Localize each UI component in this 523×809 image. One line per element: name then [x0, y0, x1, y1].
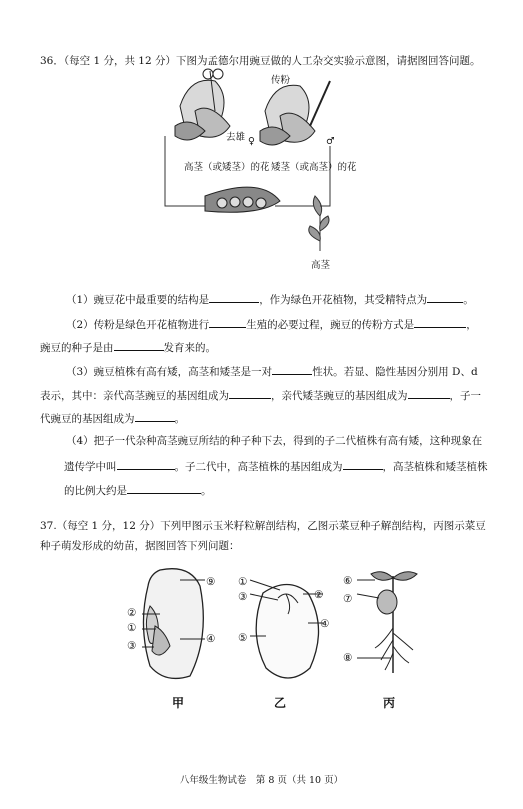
- male-symbol: ♂: [326, 136, 335, 147]
- q36-1-text-b: ，作为绿色开花植物，其受精特点为: [259, 294, 428, 306]
- blank[interactable]: [209, 316, 246, 328]
- q36-2-text-c: ，: [466, 319, 477, 331]
- label-5-yi: ⑤: [238, 632, 248, 644]
- q36-item-2: [66, 316, 477, 332]
- blank[interactable]: [343, 458, 383, 470]
- label-1-yi: ①: [238, 576, 248, 588]
- caption-yi: 乙: [274, 696, 287, 710]
- label-3-yi: ③: [238, 591, 248, 603]
- pollination-label: 传粉: [271, 75, 291, 86]
- q36-4-text-c: 。子二代中，高茎植株的基因组成为: [174, 461, 343, 473]
- left-flower-label: 高茎（或矮茎）的花: [184, 162, 270, 173]
- q36-item-4-cont: [64, 458, 488, 474]
- caption-bing: 丙: [383, 696, 396, 710]
- label-2-yi: ②: [314, 589, 324, 601]
- plant-label: 高茎: [311, 260, 331, 271]
- q36-2-text-b: 生殖的必要过程，豌豆的传粉方式是: [246, 319, 415, 331]
- q37-header: 37.（每空 1 分，12 分）下列甲图示玉米籽粒解剖结构，乙图示菜豆种子解剖结构，丙图示菜豆: [40, 520, 486, 532]
- q36-4-text-d: ，高茎植株和矮茎植株: [382, 461, 488, 473]
- q36-item-2-cont: [40, 339, 216, 355]
- blank[interactable]: [135, 410, 175, 422]
- blank[interactable]: [414, 316, 466, 328]
- right-flower-label: 矮茎（或高茎）的花: [271, 162, 357, 173]
- page-footer: 八年级生物试卷 第 8 页（共 10 页）: [179, 775, 344, 786]
- pea-pod-illustration: [205, 187, 280, 212]
- label-6-bing: ⑥: [343, 575, 353, 587]
- q36-header: 36．（每空 1 分，共 12 分）下图为孟德尔用豌豆做的人工杂交实验示意图，请据图回答问题。: [40, 55, 481, 67]
- right-flower-illustration: [260, 81, 330, 145]
- label-1-jia: ①: [127, 622, 137, 634]
- label-2-jia: ②: [127, 607, 137, 619]
- q36-item-4: （4）把子一代杂种高茎豌豆所结的种子种下去，得到的子二代植株有高有矮，这种现象在: [66, 435, 483, 447]
- q36-item-4-cont2: [64, 482, 212, 498]
- label-9-jia: ⑨: [206, 576, 216, 588]
- blank[interactable]: [427, 291, 463, 303]
- blank[interactable]: [272, 363, 312, 375]
- tall-plant-illustration: [309, 196, 329, 251]
- q37-header-2: 种子萌发形成的幼苗，据图回答下列问题：: [40, 540, 240, 552]
- q36-2-text-e: 发育来的。: [163, 342, 216, 354]
- q36-3-text-d: ，亲代矮茎豌豆的基因组成为: [271, 390, 408, 402]
- q36-3-text: （3）豌豆植株有高有矮，高茎和矮茎是一对: [66, 366, 273, 378]
- blank[interactable]: [114, 339, 164, 351]
- q36-1-text: （1）豌豆花中最重要的结构是: [66, 294, 210, 306]
- caption-jia: 甲: [172, 696, 185, 710]
- blank[interactable]: [117, 458, 175, 470]
- q36-3-text-e: ，子一: [449, 390, 481, 402]
- label-4-jia: ④: [206, 633, 216, 645]
- q36-item-1: [66, 291, 474, 307]
- blank[interactable]: [127, 482, 201, 494]
- blank[interactable]: [229, 387, 271, 399]
- q36-3-text-f: 代豌豆的基因组成为: [40, 413, 135, 425]
- q36-item-3-cont: [40, 387, 481, 403]
- q36-4-text-e: 的比例大约是: [64, 485, 127, 497]
- q36-1-text-c: 。: [463, 294, 474, 306]
- label-3-jia: ③: [127, 640, 137, 652]
- q36-3-text-g: 。: [174, 413, 185, 425]
- label-7-bing: ⑦: [343, 593, 353, 605]
- label-8-bing: ⑧: [343, 652, 353, 664]
- emasculation-label: 去雄: [226, 132, 246, 143]
- q36-2-text: （2）传粉是绿色开花植物进行: [66, 319, 210, 331]
- q36-4-text-b: 遗传学中叫: [64, 461, 117, 473]
- label-4-yi: ④: [320, 618, 330, 630]
- seedling-diagram: [355, 568, 435, 680]
- q36-3-text-b: 性状。若显、隐性基因分别用 D、d: [312, 366, 478, 378]
- female-symbol: ♀: [248, 136, 255, 147]
- blank[interactable]: [408, 387, 450, 399]
- left-flower-illustration: [175, 69, 230, 140]
- q36-item-3: [66, 363, 478, 379]
- q36-4-text-f: 。: [201, 485, 212, 497]
- q36-3-text-c: 表示，其中：亲代高茎豌豆的基因组成为: [40, 390, 229, 402]
- q36-2-text-d: 豌豆的种子是由: [40, 342, 114, 354]
- q36-item-3-cont2: [40, 410, 185, 426]
- blank[interactable]: [209, 291, 259, 303]
